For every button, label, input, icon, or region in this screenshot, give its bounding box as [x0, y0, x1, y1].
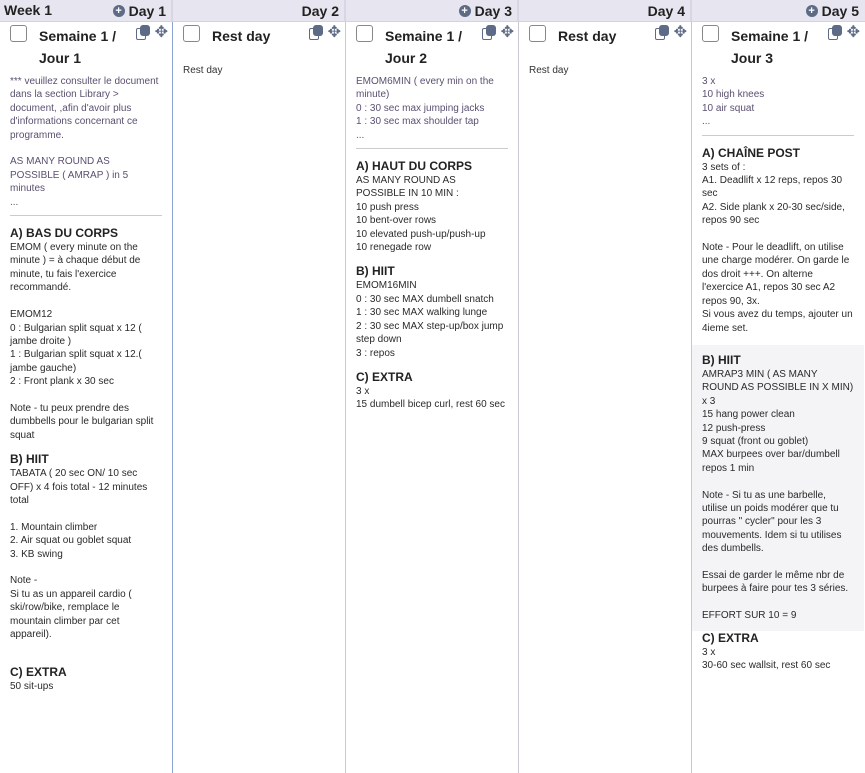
rest-note: Rest day [529, 65, 569, 76]
day-label: Day 1 [128, 2, 166, 19]
workout-card-header [519, 22, 691, 47]
complete-checkbox[interactable] [702, 25, 719, 42]
workout-section[interactable] [356, 370, 508, 412]
move-icon[interactable]: ✥ [673, 24, 687, 41]
workout-card-header [346, 22, 518, 69]
day-column [692, 22, 864, 773]
day-column [346, 22, 519, 773]
workout-title[interactable]: Semaine 1 / Jour 3 [731, 28, 809, 66]
section-title: C) EXTRA [356, 369, 413, 384]
day-header [0, 0, 173, 21]
section-title: B) HIIT [702, 352, 741, 367]
section-body: EMOM ( every minute on the minute ) = à chaque début de minute, tu fais l'exercice recommandé. EMOM12 0 : Bulgarian split squat x 12 ( jambe droite ) 1 : Bulgarian split squat x 12.( jambe gauche) 2 : Front plank x 30 sec Note - tu peux prendre des dumbbells pour le bulgarian split squat [10, 242, 154, 441]
day-label: Day 2 [301, 2, 339, 19]
complete-checkbox[interactable] [356, 25, 373, 42]
day-header [519, 0, 692, 21]
complete-checkbox[interactable] [529, 25, 546, 42]
copy-icon[interactable] [828, 25, 842, 39]
workout-title[interactable]: Semaine 1 / Jour 1 [39, 28, 117, 66]
move-icon[interactable]: ✥ [327, 24, 341, 41]
move-icon[interactable]: ✥ [500, 24, 514, 41]
section-body: TABATA ( 20 sec ON/ 10 sec OFF) x 4 fois total - 12 minutes total 1. Mountain climber 2. Air squat ou goblet squat 3. KB swing Note - Si tu as un appareil cardio ( ski/row/bike, remplace le mountain climber par cet appareil). [10, 468, 148, 641]
day-column [0, 22, 173, 773]
divider [356, 148, 508, 149]
day-label: Day 4 [647, 2, 685, 19]
move-icon[interactable]: ✥ [846, 24, 860, 41]
day-label: Day 3 [474, 2, 512, 19]
rest-note: Rest day [183, 65, 223, 76]
section-title: B) HIIT [356, 264, 395, 279]
move-icon[interactable]: ✥ [154, 24, 168, 41]
workout-title[interactable]: Rest day [212, 28, 271, 44]
workout-section[interactable] [10, 226, 162, 442]
workout-title[interactable]: Rest day [558, 28, 617, 44]
workout-card-header [0, 22, 172, 69]
add-icon[interactable]: + [113, 5, 125, 17]
workout-title[interactable]: Semaine 1 / Jour 2 [385, 28, 463, 66]
workout-section[interactable] [702, 146, 854, 335]
workout-section[interactable] [356, 159, 508, 254]
section-body: 50 sit-ups [10, 680, 54, 692]
section-body: AS MANY ROUND AS POSSIBLE IN 10 MIN : 10 push press 10 bent-over rows 10 elevated push-up/push-up 10 renegade row [356, 175, 486, 254]
workout-section[interactable] [702, 631, 854, 673]
workout-section[interactable] [10, 665, 162, 693]
section-title: C) EXTRA [10, 664, 67, 679]
complete-checkbox[interactable] [10, 25, 27, 42]
divider [10, 215, 162, 216]
workout-section[interactable] [692, 345, 864, 631]
day-label: Day 5 [821, 2, 859, 19]
week-label: Week 1 [4, 2, 52, 18]
section-title: A) CHAÎNE POST [702, 145, 801, 160]
section-title: B) HIIT [10, 452, 49, 467]
section-body: 3 x 30-60 sec wallsit, rest 60 sec [702, 646, 831, 672]
warmup-text: 3 x 10 high knees 10 air squat ... [702, 76, 765, 128]
copy-icon[interactable] [482, 25, 496, 39]
workout-section[interactable] [356, 264, 508, 359]
workout-card-header [173, 22, 345, 47]
day-column [519, 22, 692, 773]
week-header [0, 0, 865, 22]
day-header [173, 0, 346, 21]
section-title: A) BAS DU CORPS [10, 226, 119, 241]
section-body: 3 x 15 dumbell bicep curl, rest 60 sec [356, 385, 505, 411]
copy-icon[interactable] [655, 25, 669, 39]
section-body: 3 sets of : A1. Deadlift x 12 reps, repos 30 sec A2. Side plank x 20-30 sec/side, repos 90 sec Note - Pour le deadlift, on utilise une charge modérer. On garde le dos droit +++. On alterne l'exercice A1, repos 30 sec A2 repos 90, 3x. Si vous avez du temps, ajouter un 4ieme set. [702, 161, 853, 334]
section-body: AMRAP3 MIN ( AS MANY ROUND AS POSSIBLE IN X MIN) x 3 15 hang power clean 12 push-press 9 squat (front ou goblet) MAX burpees over bar/dumbell repos 1 min Note - Si tu as une barbelle, utilise un poids modérer que tu pourras " cycler" pour les 3 mouvements. Idem si tu utilises des dumbells. Essai de garder le même nbr de burpees à faire pour tes 3 séries. EFFORT SUR 10 = 9 [702, 368, 854, 622]
add-icon[interactable]: + [459, 5, 471, 17]
day-header [346, 0, 519, 21]
complete-checkbox[interactable] [183, 25, 200, 42]
workout-section[interactable] [10, 452, 162, 655]
section-body: EMOM16MIN 0 : 30 sec MAX dumbell snatch 1 : 30 sec MAX walking lunge 2 : 30 sec MAX step-up/box jump step down 3 : repos [356, 280, 504, 359]
day-column [173, 22, 346, 773]
section-title: C) EXTRA [702, 630, 759, 645]
divider [702, 135, 854, 136]
section-title: A) HAUT DU CORPS [356, 159, 472, 174]
workout-card-header [692, 22, 864, 69]
copy-icon[interactable] [309, 25, 323, 39]
warmup-text: EMOM6MIN ( every min on the minute) 0 : 30 sec max jumping jacks 1 : 30 sec max shoulder tap ... [356, 76, 494, 141]
day-columns [0, 22, 865, 773]
copy-icon[interactable] [136, 25, 150, 39]
day-header [692, 0, 864, 21]
add-icon[interactable]: + [806, 5, 818, 17]
warmup-text: *** veuillez consulter le document dans la section Library > document, ,afin d'avoir plus d'informations concernant ce programme. AS MANY ROUND AS POSSIBLE ( AMRAP ) in 5 minutes ... [10, 76, 159, 208]
